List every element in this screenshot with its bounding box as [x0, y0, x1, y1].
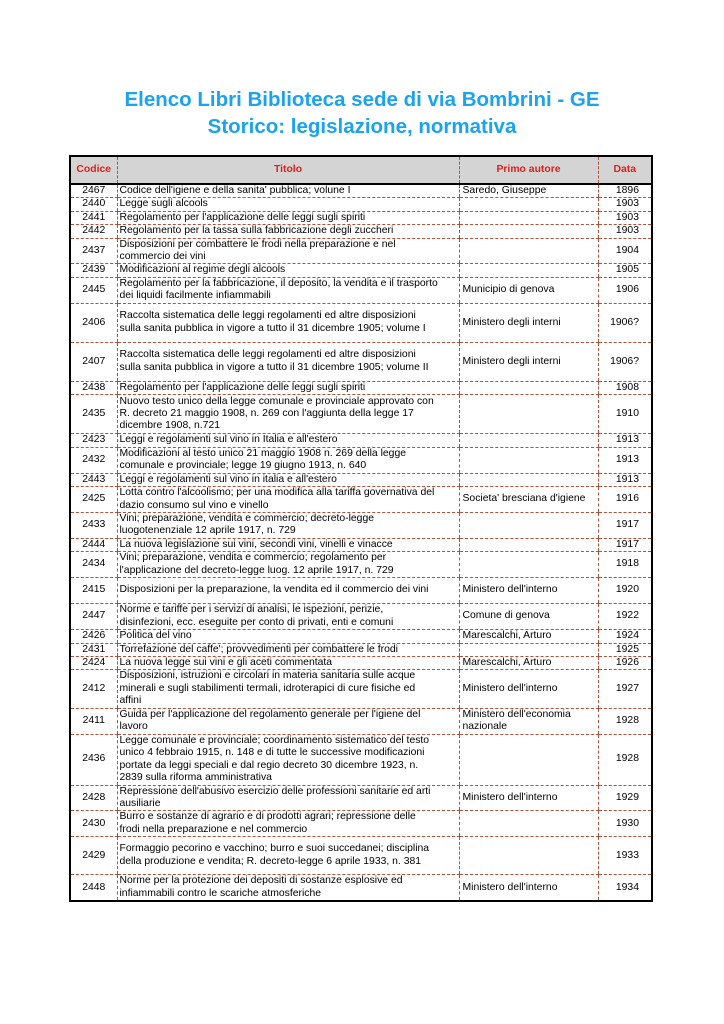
cell-code: [70, 643, 117, 656]
cell-author: [459, 538, 598, 551]
title-line-1: Elenco Libri Biblioteca sede di via Bombrini - GE: [124, 88, 600, 111]
cell-date: [598, 552, 652, 578]
cell-author: [459, 785, 598, 811]
cell-title: [117, 198, 459, 211]
code-text: 2433: [82, 519, 106, 531]
cell-author: [459, 395, 598, 434]
title-text: Burro e sostanze di agrario e di prodotti agrari; repressione delle frodi nella preparazione e nel commercio: [119, 811, 416, 835]
date-text: 1903: [615, 198, 639, 210]
cell-title: [117, 811, 459, 837]
cell-title: [117, 785, 459, 811]
title-text: Vini; preparazione, vendita e commercio; regolamento per l'applicazione del decreto-legge luog. 12 aprile 1917, n. 729: [119, 552, 394, 576]
date-text: 1926: [615, 656, 639, 668]
cell-date: [598, 670, 652, 708]
title-text: Disposizioni per combattere le frodi nella preparazione e nel commercio dei vini: [119, 238, 396, 263]
cell-code: [70, 184, 117, 198]
cell-date: [598, 447, 652, 473]
cell-code: [70, 434, 117, 447]
cell-code: [70, 447, 117, 473]
table-row: [70, 630, 652, 643]
code-text: 2440: [82, 198, 106, 210]
title-text: Codice dell'igiene e della sanita' pubblica; volune I: [119, 185, 351, 196]
code-text: 2435: [82, 408, 106, 420]
date-text: 1917: [615, 519, 639, 531]
author-text: Municipio di genova: [462, 284, 555, 296]
cell-code: [70, 604, 117, 630]
table-row: [70, 342, 652, 381]
date-text: 1908: [615, 381, 639, 393]
cell-author: [459, 875, 598, 901]
title-text: La nuova legge sui vini e gli aceti commentata: [119, 656, 333, 668]
cell-title: [117, 643, 459, 656]
title-text: Lotta contro l'alcoolismo; per una modifica alla tariffa governativa del dazio consumo sul vino e vinello: [119, 487, 435, 511]
table-row: [70, 381, 652, 394]
cell-code: [70, 238, 117, 264]
cell-author: [459, 670, 598, 708]
date-text: 1913: [615, 473, 639, 485]
cell-code: [70, 473, 117, 486]
cell-title: [117, 604, 459, 630]
cell-title: [117, 473, 459, 486]
cell-code: [70, 552, 117, 578]
code-text: 2429: [82, 849, 106, 861]
code-text: 2437: [82, 244, 106, 256]
table-row: [70, 395, 652, 434]
cell-title: [117, 238, 459, 264]
cell-title: [117, 552, 459, 578]
cell-author: [459, 578, 598, 604]
date-text: 1930: [615, 817, 639, 829]
code-text: 2448: [82, 881, 106, 893]
cell-title: [117, 630, 459, 643]
cell-author: [459, 811, 598, 837]
cell-code: [70, 578, 117, 604]
date-text: 1896: [615, 185, 639, 196]
title-text: Regolamento per la fabbricazione, il deposito, la vendita e il trasporto dei liquidi facilmente infiammabili: [119, 277, 438, 302]
cell-date: [598, 381, 652, 394]
author-text: Comune di genova: [462, 610, 550, 622]
cell-date: [598, 342, 652, 381]
cell-author: [459, 434, 598, 447]
cell-date: [598, 875, 652, 901]
code-text: 2443: [82, 473, 106, 485]
date-text: 1922: [615, 610, 639, 622]
table-row: [70, 303, 652, 342]
title-text: Leggi e regolamenti sul vino in Italia e all'estero: [119, 434, 338, 446]
code-text: 2439: [82, 264, 106, 276]
cell-code: [70, 630, 117, 643]
page-title: [0, 86, 724, 140]
date-text: 1925: [615, 643, 639, 655]
cell-author: [459, 303, 598, 342]
cell-title: [117, 395, 459, 434]
code-text: 2444: [82, 538, 106, 550]
date-text: 1917: [615, 538, 639, 550]
cell-date: [598, 473, 652, 486]
cell-title: [117, 578, 459, 604]
cell-code: [70, 656, 117, 669]
date-text: 1910: [615, 408, 639, 420]
date-text: 1920: [615, 584, 639, 596]
date-text: 1934: [615, 881, 639, 893]
cell-code: [70, 277, 117, 303]
cell-author: [459, 513, 598, 539]
cell-author: [459, 630, 598, 643]
title-text: Modificazioni al regime degli alcools: [119, 264, 286, 276]
cell-title: [117, 434, 459, 447]
code-text: 2424: [82, 656, 106, 668]
table-header-row: [70, 156, 652, 184]
code-text: 2407: [82, 355, 106, 367]
title-text: Regolamento per la tassa sulla fabbricazione degli zuccheri: [119, 225, 394, 237]
cell-author: [459, 277, 598, 303]
title-text: Legge sugli alcools: [119, 198, 208, 210]
cell-code: [70, 342, 117, 381]
cell-author: [459, 342, 598, 381]
cell-date: [598, 277, 652, 303]
cell-author: [459, 656, 598, 669]
table-row: [70, 238, 652, 264]
cell-code: [70, 811, 117, 837]
code-text: 2431: [82, 643, 106, 655]
cell-date: [598, 184, 652, 198]
code-text: 2415: [82, 584, 106, 596]
cell-date: [598, 487, 652, 513]
cell-date: [598, 238, 652, 264]
title-text: Norme e tariffe per i servizi di analisi, le ispezioni, perizie, disinfezioni, ecc. eseguite per conto di privati, enti e comuni: [119, 604, 394, 628]
cell-author: [459, 552, 598, 578]
title-text: La nuova legislazione sui vini, secondi vini, vinelli e vinacce: [119, 538, 393, 550]
cell-title: [117, 837, 459, 875]
table-row: [70, 708, 652, 734]
table-row: [70, 552, 652, 578]
table-row: [70, 734, 652, 785]
cell-date: [598, 538, 652, 551]
cell-code: [70, 670, 117, 708]
code-text: 2425: [82, 493, 106, 505]
code-text: 2436: [82, 753, 106, 765]
cell-title: [117, 342, 459, 381]
cell-date: [598, 785, 652, 811]
date-text: 1906?: [610, 355, 639, 367]
cell-date: [598, 837, 652, 875]
cell-code: [70, 708, 117, 734]
cell-title: [117, 487, 459, 513]
date-text: 1906?: [610, 316, 639, 328]
cell-code: [70, 211, 117, 224]
cell-title: [117, 184, 459, 198]
cell-title: [117, 381, 459, 394]
cell-code: [70, 785, 117, 811]
code-text: 2430: [82, 817, 106, 829]
table-row: [70, 447, 652, 473]
table-row: [70, 875, 652, 901]
table-row: [70, 656, 652, 669]
cell-author: [459, 837, 598, 875]
author-text: Societa' bresciana d'igiene: [462, 493, 586, 505]
table-row: [70, 578, 652, 604]
code-text: 2423: [82, 434, 106, 446]
title-text: Leggi e regolamenti sul vino in italia e all'estero: [119, 473, 337, 485]
date-text: 1916: [615, 493, 639, 505]
cell-title: [117, 538, 459, 551]
cell-date: [598, 198, 652, 211]
cell-title: [117, 303, 459, 342]
cell-author: [459, 643, 598, 656]
table-row: [70, 434, 652, 447]
cell-date: [598, 734, 652, 785]
title-line-2: Storico: legislazione, normativa: [207, 115, 517, 138]
table-row: [70, 487, 652, 513]
cell-author: [459, 708, 598, 734]
cell-author: [459, 604, 598, 630]
header-data: Data: [598, 156, 652, 184]
code-text: 2438: [82, 381, 106, 393]
code-text: 2432: [82, 453, 106, 465]
code-text: 2434: [82, 558, 106, 570]
table-row: [70, 198, 652, 211]
cell-author: [459, 225, 598, 238]
date-text: 1903: [615, 211, 639, 223]
author-text: Ministero dell'economia nazionale: [462, 708, 571, 733]
code-text: 2441: [82, 211, 106, 223]
cell-author: [459, 211, 598, 224]
author-text: Ministero dell'interno: [462, 682, 558, 694]
code-text: 2447: [82, 610, 106, 622]
cell-title: [117, 734, 459, 785]
title-text: Raccolta sistematica delle leggi regolamenti ed altre disposizioni sulla sanita pubblica in vigore a tutto il 31 dicembre 1905; volume II: [119, 349, 429, 373]
cell-author: [459, 487, 598, 513]
books-table: [69, 155, 653, 902]
cell-title: [117, 656, 459, 669]
date-text: 1927: [615, 682, 639, 694]
cell-title: [117, 513, 459, 539]
title-text: Guida per l'applicazione del regolamento generale per l'igiene del lavoro: [119, 708, 421, 733]
cell-date: [598, 656, 652, 669]
table-row: [70, 604, 652, 630]
author-text: Ministero dell'interno: [462, 791, 558, 803]
code-text: 2426: [82, 630, 106, 642]
cell-date: [598, 395, 652, 434]
title-text: Regolamento per l'applicazione delle leggi sugli spiriti: [119, 381, 366, 393]
table-row: [70, 225, 652, 238]
table-row: [70, 643, 652, 656]
table-row: [70, 837, 652, 875]
author-text: Ministero dell'interno: [462, 881, 558, 893]
date-text: 1928: [615, 753, 639, 765]
title-text: Regolamento per l'applicazione delle leggi sugli spiriti: [119, 211, 366, 223]
title-text: Disposizioni, istruzioni e circolari in materia sanitaria sulle acque minerali e sugli stabilimenti termali, idroterapici di cure fisiche ed affini: [119, 670, 416, 707]
date-text: 1913: [615, 453, 639, 465]
cell-code: [70, 875, 117, 901]
cell-code: [70, 837, 117, 875]
author-text: Marescalchi, Arturo: [462, 630, 552, 642]
cell-code: [70, 225, 117, 238]
table-row: [70, 473, 652, 486]
table-row: [70, 670, 652, 708]
cell-date: [598, 578, 652, 604]
title-text: Norme per la protezione dei depositi di sostanze esplosive ed infiammabili contro le scariche atmosferiche: [119, 875, 403, 899]
table-row: [70, 785, 652, 811]
cell-date: [598, 630, 652, 643]
table-row: [70, 811, 652, 837]
author-text: Marescalchi, Arturo: [462, 656, 552, 668]
cell-title: [117, 447, 459, 473]
date-text: 1903: [615, 225, 639, 237]
cell-date: [598, 211, 652, 224]
author-text: Saredo, Giuseppe: [462, 185, 547, 196]
cell-author: [459, 381, 598, 394]
cell-code: [70, 395, 117, 434]
table-row: [70, 277, 652, 303]
cell-date: [598, 513, 652, 539]
cell-code: [70, 264, 117, 277]
title-text: Torrefazione del caffe'; provvedimenti per combattere le frodi: [119, 643, 398, 655]
table-row: [70, 211, 652, 224]
header-titolo: Titolo: [117, 156, 459, 184]
table-body: [70, 184, 652, 901]
author-text: Ministero dell'interno: [462, 584, 558, 596]
date-text: 1918: [615, 558, 639, 570]
code-text: 2411: [82, 714, 105, 726]
cell-date: [598, 708, 652, 734]
cell-title: [117, 670, 459, 708]
cell-title: [117, 264, 459, 277]
cell-title: [117, 277, 459, 303]
date-text: 1904: [615, 244, 639, 256]
code-text: 2442: [82, 225, 106, 237]
cell-code: [70, 487, 117, 513]
title-text: Raccolta sistematica delle leggi regolamenti ed altre disposizioni sulla sanita pubblica in vigore a tutto il 31 dicembre 1905; volume I: [119, 310, 426, 334]
author-text: Ministero degli interni: [462, 316, 561, 328]
cell-date: [598, 434, 652, 447]
date-text: 1906: [615, 284, 639, 296]
cell-author: [459, 264, 598, 277]
date-text: 1924: [615, 630, 639, 642]
code-text: 2445: [82, 284, 106, 296]
title-text: Legge comunale e provinciale; coordinamento sistematico del testo unico 4 febbraio 1915, n. 148 e di tutte le successive modificazioni portate da leggi speciali e dal regio decreto 30 dicembre 1923, n. 2839 sulla riforma amministrativa: [119, 734, 430, 783]
header-primo-autore: Primo autore: [459, 156, 598, 184]
date-text: 1913: [615, 434, 639, 446]
header-codice: Codice: [70, 156, 117, 184]
code-text: 2412: [82, 682, 106, 694]
title-text: Nuovo testo unico della legge comunale e provinciale approvato con R. decreto 21 maggio 1908, n. 269 con l'aggiunta della legge 17 dicembre 1908, n.721: [119, 395, 434, 432]
table-row: [70, 264, 652, 277]
code-text: 2467: [82, 185, 106, 196]
cell-author: [459, 447, 598, 473]
date-text: 1928: [615, 714, 639, 726]
cell-code: [70, 198, 117, 211]
cell-title: [117, 875, 459, 901]
cell-author: [459, 238, 598, 264]
cell-code: [70, 381, 117, 394]
author-text: Ministero degli interni: [462, 355, 561, 367]
code-text: 2406: [82, 316, 106, 328]
cell-date: [598, 303, 652, 342]
table-row: [70, 513, 652, 539]
cell-author: [459, 734, 598, 785]
date-text: 1929: [615, 791, 639, 803]
date-text: 1905: [615, 264, 639, 276]
title-text: Modificazioni al testo unico 21 maggio 1908 n. 269 della legge comunale e provinciale; legge 19 giugno 1913, n. 640: [119, 447, 407, 472]
table-row: [70, 184, 652, 198]
cell-title: [117, 708, 459, 734]
cell-date: [598, 811, 652, 837]
cell-date: [598, 264, 652, 277]
cell-date: [598, 643, 652, 656]
table-row: [70, 538, 652, 551]
cell-title: [117, 225, 459, 238]
cell-code: [70, 303, 117, 342]
cell-author: [459, 198, 598, 211]
title-text: Repressione dell'abusivo esercizio delle professioni sanitarie ed arti ausiliarie: [119, 785, 431, 809]
title-text: Formaggio pecorino e vacchino; burro e suoi succedanei; disciplina della produzione e vendita; R. decreto-legge 6 aprile 1933, n. 381: [119, 843, 430, 867]
cell-date: [598, 604, 652, 630]
cell-author: [459, 473, 598, 486]
cell-code: [70, 734, 117, 785]
title-text: Disposizioni per la preparazione, la vendita ed il commercio dei vini: [119, 584, 429, 596]
title-text: Vini; preparazione, vendita e commercio; decreto-legge luogotenenziale 12 aprile 1917, n. 729: [119, 513, 375, 537]
cell-code: [70, 538, 117, 551]
title-text: Politica del vino: [119, 630, 192, 642]
code-text: 2428: [82, 791, 106, 803]
cell-date: [598, 225, 652, 238]
cell-title: [117, 211, 459, 224]
date-text: 1933: [615, 849, 639, 861]
cell-author: [459, 184, 598, 198]
cell-code: [70, 513, 117, 539]
